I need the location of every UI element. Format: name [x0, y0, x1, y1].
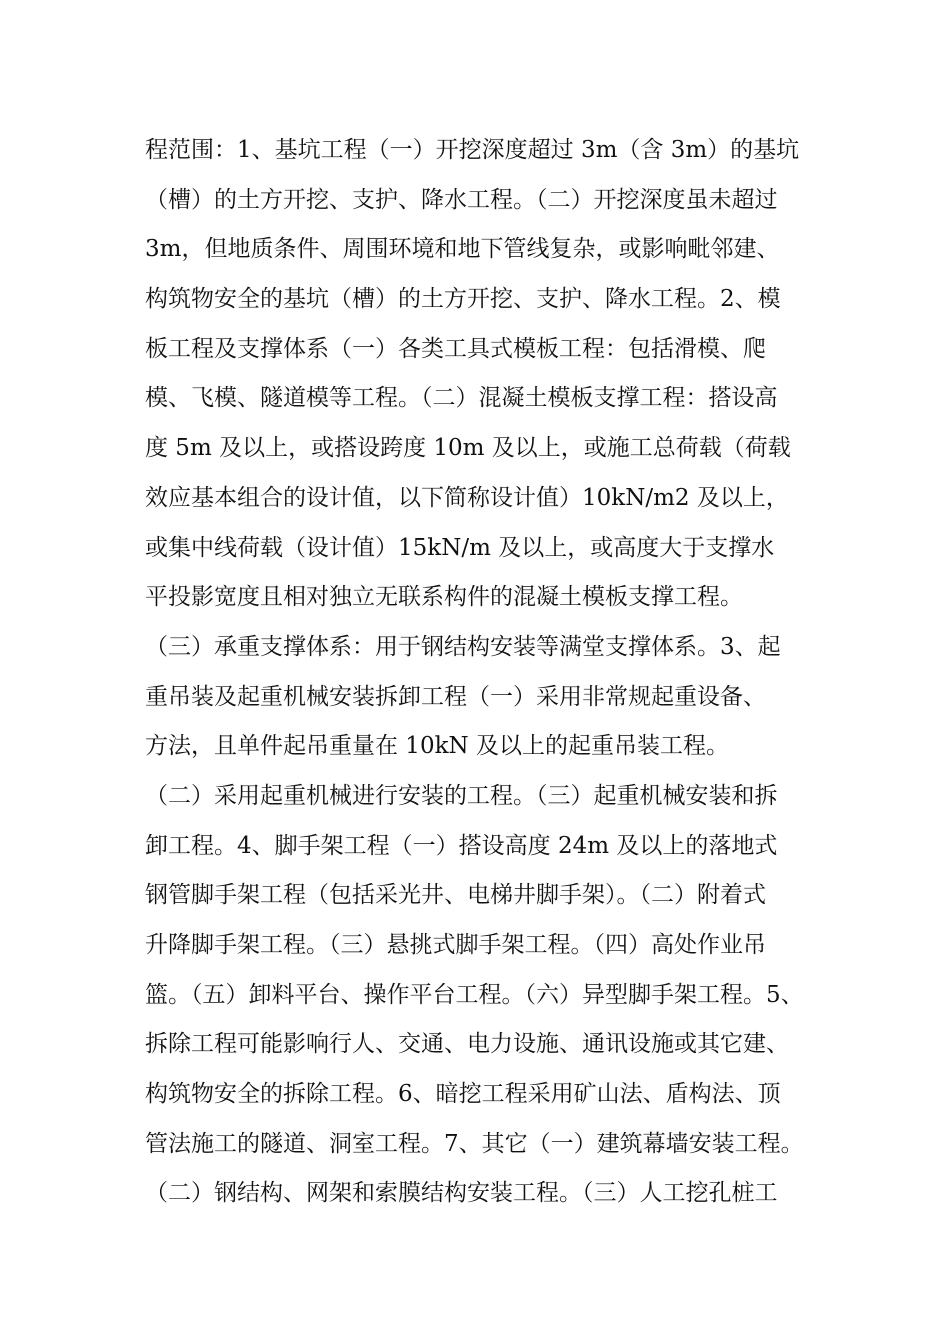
text-line-5: 板工程及支撑体系（一）各类工具式模板工程：包括滑模、爬 [145, 335, 766, 362]
text-line-16: 钢管脚手架工程（包括采光井、电梯井脚手架）。（二）附着式 [145, 882, 766, 909]
text-line-11: （三）承重支撑体系：用于钢结构安装等满堂支撑体系。3、起 [145, 633, 781, 660]
text-line-14: （二）采用起重机械进行安装的工程。（三）起重机械安装和拆 [145, 782, 778, 809]
text-line-9: 或集中线荷载（设计值）15kN/m 及以上，或高度大于支撑水 [145, 534, 775, 561]
text-line-6: 模、飞模、隧道模等工程。（二）混凝土模板支撑工程：搭设高 [145, 385, 778, 412]
text-line-15: 卸工程。4、脚手架工程（一）搭设高度 24m 及以上的落地式 [145, 832, 778, 859]
text-line-18: 篮。（五）卸料平台、操作平台工程。（六）异型脚手架工程。5、 [145, 981, 804, 1008]
text-line-13: 方法，且单件起吊重量在 10kN 及以上的起重吊装工程。 [145, 733, 729, 760]
text-line-19: 拆除工程可能影响行人、交通、电力设施、通讯设施或其它建、 [145, 1031, 789, 1058]
text-line-7: 度 5m 及以上，或搭设跨度 10m 及以上，或施工总荷载（荷载 [145, 435, 791, 462]
text-line-2: （槽）的土方开挖、支护、降水工程。（二）开挖深度虽未超过 [145, 186, 778, 213]
text-line-21: 管法施工的隧道、洞室工程。7、其它（一）建筑幕墙安装工程。 [145, 1130, 804, 1157]
text-line-10: 平投影宽度且相对独立无联系构件的混凝土模板支撑工程。 [145, 584, 743, 611]
body-text [145, 126, 835, 1219]
text-line-17: 升降脚手架工程。（三）悬挑式脚手架工程。（四）高处作业吊 [145, 932, 766, 958]
text-line-8: 效应基本组合的设计值，以下简称设计值）10kN/m2 及以上， [145, 484, 789, 511]
text-line-20: 构筑物安全的拆除工程。6、暗挖工程采用矿山法、盾构法、顶 [145, 1081, 781, 1108]
text-line-3: 3m，但地质条件、周围环境和地下管线复杂，或影响毗邻建、 [145, 236, 780, 263]
text-line-22: （二）钢结构、网架和索膜结构安装工程。（三）人工挖孔桩工 [145, 1180, 778, 1207]
text-line-1: 程范围：1、基坑工程（一）开挖深度超过 3m（含 3m）的基坑 [145, 137, 800, 163]
text-line-12: 重吊装及起重机械安装拆卸工程（一）采用非常规起重设备、 [145, 683, 766, 710]
text-line-4: 构筑物安全的基坑（槽）的土方开挖、支护、降水工程。2、模 [145, 286, 781, 313]
